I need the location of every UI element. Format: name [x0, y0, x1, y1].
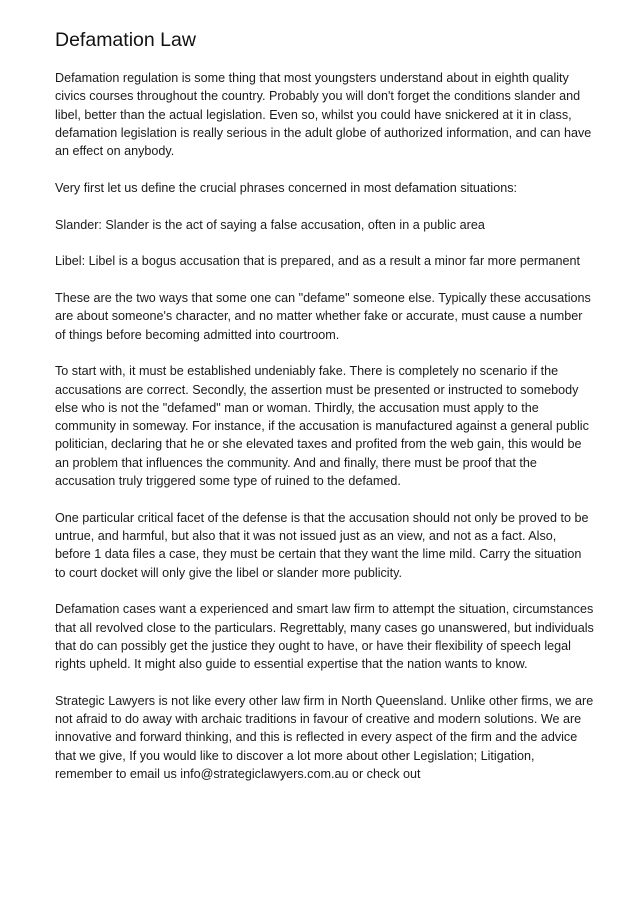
- paragraph-requirements: To start with, it must be established undeniably fake. There is completely no scenario if the accusations are correct. Secondly, the assertion must be presented or instructed to somebody else who is not the "defamed" man or woman. Thirdly, the accusation must apply to the community in someway. For instance, if the accusation is manufactured against a general public politician, declaring that he or she elevated taxes and profited from the web gain, this would be an problem that influences the community. And and finally, there must be proof that the accusation truly triggered some type of ruined to the defamed.: [55, 364, 589, 488]
- paragraph-law-firm: Defamation cases want a experienced and smart law firm to attempt the situation, circumstances that all revolved close to the particulars. Regrettably, many cases go unanswered, but individuals that do can possibly get the justice they ought to have, or have their flexibility of speech legal rights upheld. It might also guide to essential expertise that the nation wants to know.: [55, 602, 594, 672]
- paragraph-two-ways: These are the two ways that some one can "defame" someone else. Typically these accusations are about someone's character, and no matter whether fake or accurate, must cause a number of things before becoming admitted into courtroom.: [55, 290, 591, 342]
- paragraph-libel: Libel: Libel is a bogus accusation that is prepared, and as a result a minor far more permanent: [55, 254, 581, 269]
- paragraph-slander: Slander: Slander is the act of saying a false accusation, often in a public area: [55, 217, 485, 232]
- paragraph-strategic-lawyers: Strategic Lawyers is not like every other law firm in North Queensland. Unlike other firms, we are not afraid to do away with archaic traditions in favour of creative and modern solutions. We are innovative and forward thinking, and this is reflected in every aspect of the firm and the advice that we give, If you would like to discover a lot more about other Legislation; Litigation, remember to email us info@strategiclawyers.com.au or check out: [55, 693, 594, 782]
- document-title: Defamation Law: [55, 29, 196, 51]
- paragraph-intro: Defamation regulation is some thing that most youngsters understand about in eighth quality civics courses throughout the country. Probably you will don't forget the conditions slander and libel, better than the actual legislation. Even so, whilst you could have snickered at it in class, defamation legislation is really serious in the adult globe of authorized information, and can have an effect on anybody.: [55, 71, 592, 159]
- paragraph-define-phrases: Very first let us define the crucial phrases concerned in most defamation situations:: [55, 180, 518, 195]
- document-page: [55, 28, 595, 783]
- paragraph-defense: One particular critical facet of the defense is that the accusation should not only be proved to be untrue, and harmful, but also that it was not issued just as an view, and not as a fact. Also, before 1 data files a case, they must be certain that they want the lime mild. Carry the situation to court docket will only give the libel or slander more publicity.: [55, 510, 589, 580]
